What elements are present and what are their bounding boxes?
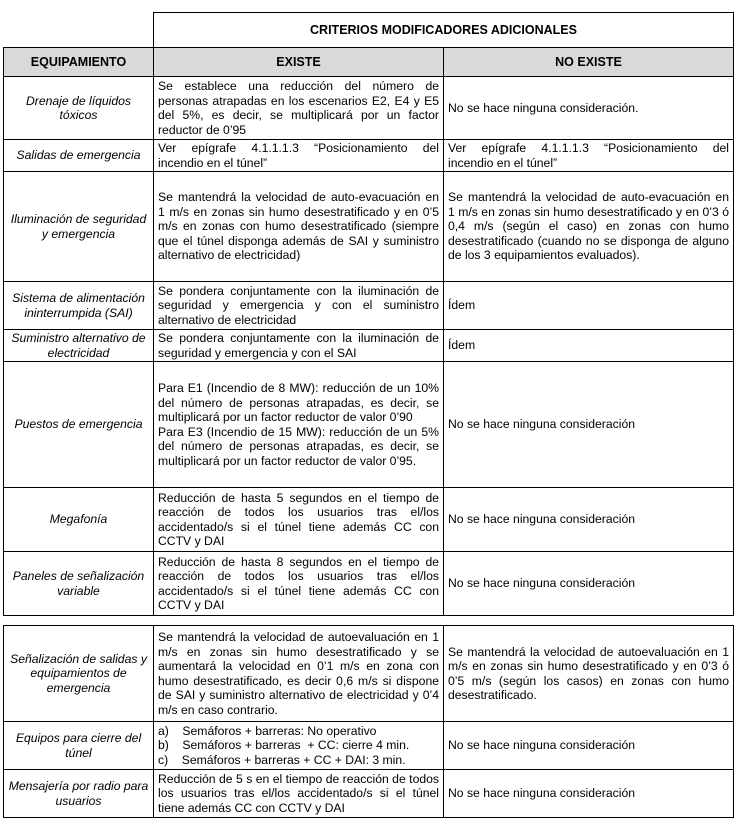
equipment-cell: Mensajería por radio para usuarios [4,770,154,818]
list-item: b) Semáforos + barreras + CC: cierre 4 min. [158,738,410,753]
table-row [4,552,734,616]
existe-cell: Se pondera conjuntamente con la iluminación de seguridad y emergencia y con el SAI [154,330,444,362]
existe-paragraph-e3: Para E3 (Incendio de 15 MW): reducción de un 5% del número de personas atrapadas, es decir, se multiplicará por un factor reductor de valor 0’95. [158,424,439,468]
no-existe-cell: No se hace ninguna consideración [444,488,734,552]
header-no-existe: NO EXISTE [444,48,734,77]
table-row [4,770,734,818]
existe-cell: Se mantendrá la velocidad de auto-evacuación en 1 m/s en zonas sin humo desestratificado y en 0’5 m/s en zonas con humo desestratificado (siempre que el túnel disponga además de SAI y suministro alternativo de electricidad) [154,172,444,282]
no-existe-cell: No se hace ninguna consideración [444,722,734,770]
existe-cell [154,362,444,488]
equipment-cell: Paneles de señalización variable [4,552,154,616]
criteria-table [3,12,734,616]
equipment-cell: Suministro alternativo de electricidad [4,330,154,362]
existe-cell: Se pondera conjuntamente con la iluminación de seguridad y emergencia y con el suministro alternativo de electricidad [154,282,444,330]
equipment-cell: Drenaje de líquidos tóxicos [4,77,154,140]
existe-paragraph-e1: Para E1 (Incendio de 8 MW): reducción de un 10% del número de personas atrapadas, es decir, se multiplicará por un factor reductor de valor 0’90 [158,381,439,424]
no-existe-cell: Ver epígrafe 4.1.1.1.3 “Posicionamiento del incendio en el túnel” [444,140,734,172]
table-row [4,362,734,488]
table-row [4,77,734,140]
table-row [4,626,734,722]
equipment-cell: Salidas de emergencia [4,140,154,172]
equipment-cell: Megafonía [4,488,154,552]
no-existe-cell: No se hace ninguna consideración [444,770,734,818]
existe-cell: Reducción de hasta 5 segundos en el tiempo de reacción de todos los usuarios tras el/los accidentado/s si el túnel tiene además CC con CCTV y DAI [154,488,444,552]
list-item: a) Semáforos + barreras: No operativo [158,723,377,738]
existe-cell: Reducción de 5 s en el tiempo de reacción de todos los usuarios tras el/los accidentado/s si el túnel tiene además CC con CCTV y DAI [154,770,444,818]
equipment-cell: Señalización de salidas y equipamientos de emergencia [4,626,154,722]
table-row [4,172,734,282]
equipment-cell: Equipos para cierre del túnel [4,722,154,770]
existe-cell: Reducción de hasta 8 segundos en el tiempo de reacción de todos los usuarios tras el/los accidentado/s si el túnel tiene además CC con CCTV y DAI [154,552,444,616]
no-existe-cell: No se hace ninguna consideración [444,362,734,488]
table-row [4,722,734,770]
blank-corner-cell [4,13,154,48]
table-row [4,282,734,330]
equipment-cell: Iluminación de seguridad y emergencia [4,172,154,282]
table-row [4,488,734,552]
table-row [4,140,734,172]
existe-cell: Ver epígrafe 4.1.1.1.3 “Posicionamiento del incendio en el túnel” [154,140,444,172]
no-existe-cell: Se mantendrá la velocidad de autoevaluación en 1 m/s en zonas sin humo desestratificado y en 0’3 ó 0’5 m/s (según los casos) en zonas con humo desestratificado. [444,626,734,722]
criteria-table-continued [3,625,734,818]
no-existe-cell: Ídem [444,282,734,330]
table-row [4,330,734,362]
existe-cell: Se establece una reducción del número de personas atrapadas en los escenarios E2, E4 y E5 del 5%, es decir, se multiplicará por un factor reductor de 0’95 [154,77,444,140]
equipment-cell: Sistema de alimentación ininterrumpida (SAI) [4,282,154,330]
no-existe-cell: Se mantendrá la velocidad de auto-evacuación en 1 m/s en zonas sin humo desestratificado y en 0’3 ó 0,4 m/s (según el caso) en zonas con humo desestratificado (cuando no se disponga de alguno de los 3 equipamientos evaluados). [444,172,734,282]
list-item: c) Semáforos + barreras + CC + DAI: 3 min. [158,752,406,767]
no-existe-cell: No se hace ninguna consideración. [444,77,734,140]
equipment-cell: Puestos de emergencia [4,362,154,488]
header-equipamiento: EQUIPAMIENTO [4,48,154,77]
existe-list-cell [154,722,444,770]
header-existe: EXISTE [154,48,444,77]
table-title: CRITERIOS MODIFICADORES ADICIONALES [154,13,734,48]
no-existe-cell: No se hace ninguna consideración [444,552,734,616]
no-existe-cell: Ídem [444,330,734,362]
existe-cell: Se mantendrá la velocidad de autoevaluación en 1 m/s en zonas sin humo desestratificado y se aumentará la velocidad en 0’1 m/s en zona con humo desestratificado, es decir 0,6 m/s si dispone de SAI y suministro alternativo de electricidad y 0’4 m/s en caso contrario. [154,626,444,722]
